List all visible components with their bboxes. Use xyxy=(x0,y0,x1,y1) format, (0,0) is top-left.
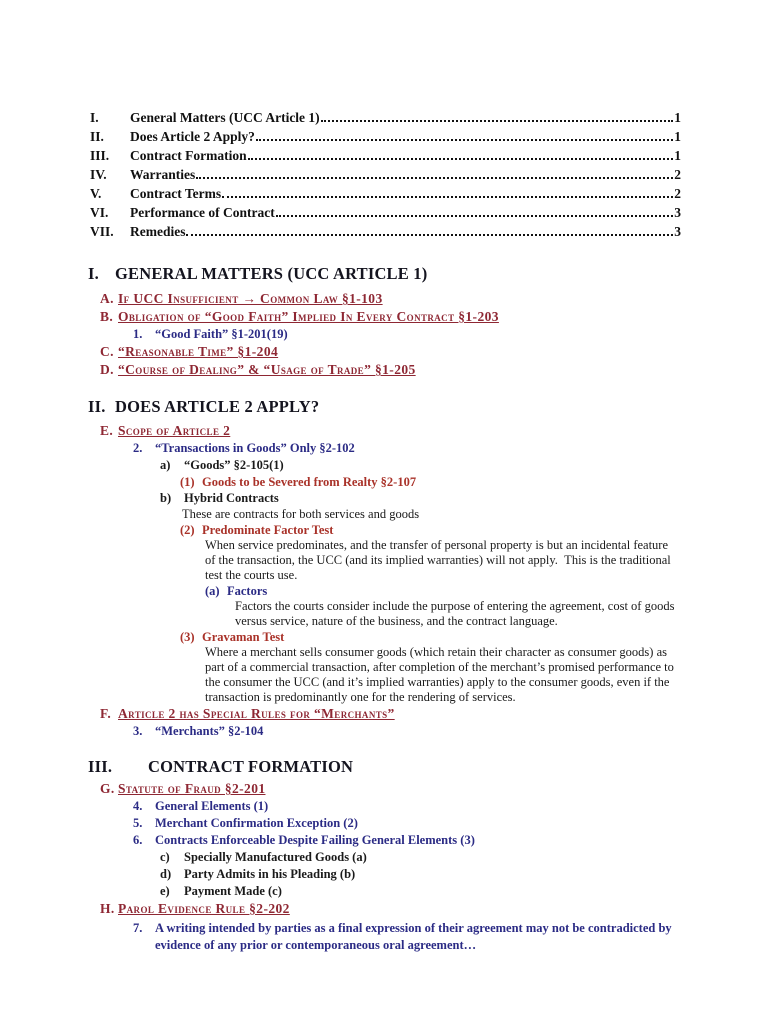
item-text: Specially Manufactured Goods (a) xyxy=(184,850,367,864)
outline-item-2-predominate-factor-test xyxy=(180,522,768,538)
outline-item-A-ucc-insufficient xyxy=(100,290,768,308)
item-heading: “Course of Dealing” & “Usage of Trade” §1-205 xyxy=(118,362,416,377)
item-number: 3. xyxy=(133,724,143,738)
toc-dot-leader xyxy=(196,177,673,179)
outline-item-3-gravaman-test xyxy=(180,629,768,645)
toc-numeral: VII. xyxy=(90,224,114,239)
item-heading: Statute of Fraud §2-201 xyxy=(118,781,266,796)
table-of-contents xyxy=(90,108,681,241)
section-title: GENERAL MATTERS (UCC ARTICLE 1) xyxy=(115,264,428,283)
toc-title: Contract Terms xyxy=(130,186,222,201)
outline-item-F-special-rules-for-merchants xyxy=(100,705,768,723)
outline-item-e-payment-made xyxy=(160,883,768,900)
item-text: A writing intended by parties as a final expression of their agreement may not be contradicted by evidence of any prior or contemporaneous oral agreement… xyxy=(155,921,672,952)
item-heading: Scope of Article 2 xyxy=(118,423,231,438)
outline-item-B-good-faith-obligation xyxy=(100,308,768,326)
toc-title: General Matters (UCC Article 1) xyxy=(130,110,320,125)
item-number: 2. xyxy=(133,441,143,455)
toc-row-warranties xyxy=(90,165,681,184)
item-letter: b) xyxy=(160,491,172,505)
section-numeral: I. xyxy=(88,264,99,283)
toc-dot-leader xyxy=(222,196,673,198)
outline-item-2-transactions-in-goods xyxy=(133,440,768,457)
item-text: “Transactions in Goods” Only §2-102 xyxy=(155,441,355,455)
toc-numeral: I. xyxy=(90,110,99,125)
outline-item-E-scope-of-article-2 xyxy=(100,422,768,440)
toc-numeral: V. xyxy=(90,186,102,201)
item-text: Payment Made (c) xyxy=(184,884,282,898)
item-heading: Obligation of “Good Faith” Implied In Every Contract §1-203 xyxy=(118,309,499,324)
item-text: General Elements (1) xyxy=(155,799,269,813)
toc-numeral: IV. xyxy=(90,167,107,182)
item-text: “Merchants” §2-104 xyxy=(155,724,264,738)
item-letter: c) xyxy=(160,850,170,864)
item-number: 1. xyxy=(133,327,143,341)
item-text: Contracts Enforceable Despite Failing General Elements (3) xyxy=(155,833,475,847)
outline-item-d-party-admits-in-pleading xyxy=(160,866,768,883)
item-heading: “Reasonable Time” §1-204 xyxy=(118,344,279,359)
outline-item-5-merchant-confirmation-exception xyxy=(133,815,768,832)
toc-page-number: 2 xyxy=(674,186,681,201)
toc-page-number: 1 xyxy=(674,129,681,144)
outline-item-7-parol-evidence-writing xyxy=(133,920,693,954)
item-letter: B. xyxy=(100,309,114,324)
toc-row-does-article-2-apply xyxy=(90,127,681,146)
outline-item-G-statute-of-fraud xyxy=(100,780,768,798)
item-number: 5. xyxy=(133,816,143,830)
item-heading: Parol Evidence Rule §2-202 xyxy=(118,901,290,916)
paragraph-predominate-factor-test: When service predominates, and the transfer of personal property is but an incidental feature of the transaction, the UCC (and its implied warranties) will not apply. This is the traditional test the courts use. xyxy=(205,538,671,582)
toc-page-number: 3 xyxy=(674,205,681,220)
item-text: Predominate Factor Test xyxy=(202,523,334,537)
toc-title: Does Article 2 Apply? xyxy=(130,129,255,144)
item-letter: F. xyxy=(100,706,112,721)
outline-item-C-reasonable-time xyxy=(100,343,768,361)
item-text: Gravaman Test xyxy=(202,630,285,644)
section-numeral: II. xyxy=(88,397,106,416)
outline-item-b-hybrid-contracts xyxy=(160,490,768,507)
toc-title: Performance of Contract xyxy=(130,205,275,220)
item-letter: C. xyxy=(100,344,114,359)
toc-numeral: VI. xyxy=(90,205,109,220)
toc-page-number: 3 xyxy=(674,224,681,239)
item-text: Goods to be Severed from Realty §2-107 xyxy=(202,475,417,489)
toc-title: Contract Formation xyxy=(130,148,247,163)
outline-item-c-specially-manufactured-goods xyxy=(160,849,768,866)
item-letter: A. xyxy=(100,291,114,306)
item-letter: H. xyxy=(100,901,115,916)
toc-row-contract-formation xyxy=(90,146,681,165)
item-number: 4. xyxy=(133,799,143,813)
item-heading: Article 2 has Special Rules for “Merchants” xyxy=(118,706,395,721)
toc-numeral: II. xyxy=(90,129,104,144)
item-number: (1) xyxy=(180,475,195,489)
toc-dot-leader xyxy=(256,139,673,141)
toc-title: Remedies xyxy=(130,224,186,239)
item-text: Party Admits in his Pleading (b) xyxy=(184,867,356,881)
section-numeral: III. xyxy=(88,757,113,776)
toc-page-number: 2 xyxy=(674,167,681,182)
item-text: “Good Faith” §1-201(19) xyxy=(155,327,288,341)
outline-item-a-goods xyxy=(160,457,768,474)
outline-item-D-course-of-dealing xyxy=(100,361,768,379)
outline-item-a-factors xyxy=(205,583,768,599)
section-heading-does-article-2-apply xyxy=(88,396,768,418)
outline-item-1-goods-severed-from-realty xyxy=(180,474,768,490)
item-letter: E. xyxy=(100,423,114,438)
item-number: (3) xyxy=(180,630,195,644)
toc-dot-leader xyxy=(276,215,674,217)
item-letter: e) xyxy=(160,884,170,898)
outline-item-H-parol-evidence-rule xyxy=(100,900,768,918)
item-letter: d) xyxy=(160,867,172,881)
toc-row-performance-of-contract xyxy=(90,203,681,222)
item-heading: If UCC Insufficient → Common Law §1-103 xyxy=(118,291,383,306)
paragraph-gravaman-test: Where a merchant sells consumer goods (which retain their character as consumer goods) as part of a commercial transaction, after completion of the merchant’s promised performance to the consumer the UCC (and it’s implied warranties) apply to the consumer goods, even if the transaction is predominantly one for the rendering of services. xyxy=(205,645,674,704)
toc-row-remedies xyxy=(90,222,681,241)
toc-numeral: III. xyxy=(90,148,110,163)
paragraph-factors: Factors the courts consider include the purpose of entering the agreement, cost of goods versus service, nature of the business, and the contract language. xyxy=(235,599,675,628)
item-number: (2) xyxy=(180,523,195,537)
section-heading-general-matters xyxy=(88,263,768,285)
toc-page-number: 1 xyxy=(674,148,681,163)
toc-dot-leader xyxy=(248,158,674,160)
toc-row-general-matters xyxy=(90,108,681,127)
toc-page-number: 1 xyxy=(674,110,681,125)
toc-title: Warranties xyxy=(130,167,196,182)
toc-dot-leader xyxy=(321,120,674,122)
outline-item-4-general-elements xyxy=(133,798,768,815)
section-heading-contract-formation xyxy=(88,756,768,778)
section-title: CONTRACT FORMATION xyxy=(148,757,354,776)
item-text: Hybrid Contracts xyxy=(184,491,279,505)
section-title: DOES ARTICLE 2 APPLY? xyxy=(115,397,320,416)
item-text: “Goods” §2-105(1) xyxy=(184,458,284,472)
item-letter: (a) xyxy=(205,584,220,598)
toc-dot-leader xyxy=(186,234,673,236)
outline-item-3-merchants xyxy=(133,723,768,740)
item-text: Merchant Confirmation Exception (2) xyxy=(155,816,358,830)
outline-item-6-contracts-enforceable xyxy=(133,832,768,849)
item-letter: G. xyxy=(100,781,115,796)
outline-item-1-good-faith xyxy=(133,326,768,343)
item-number: 7. xyxy=(133,921,143,935)
item-text: Factors xyxy=(227,584,268,598)
toc-row-contract-terms xyxy=(90,184,681,203)
item-letter: a) xyxy=(160,458,171,472)
paragraph-hybrid-contracts-note: These are contracts for both services and goods xyxy=(182,507,420,521)
item-number: 6. xyxy=(133,833,143,847)
item-letter: D. xyxy=(100,362,114,377)
